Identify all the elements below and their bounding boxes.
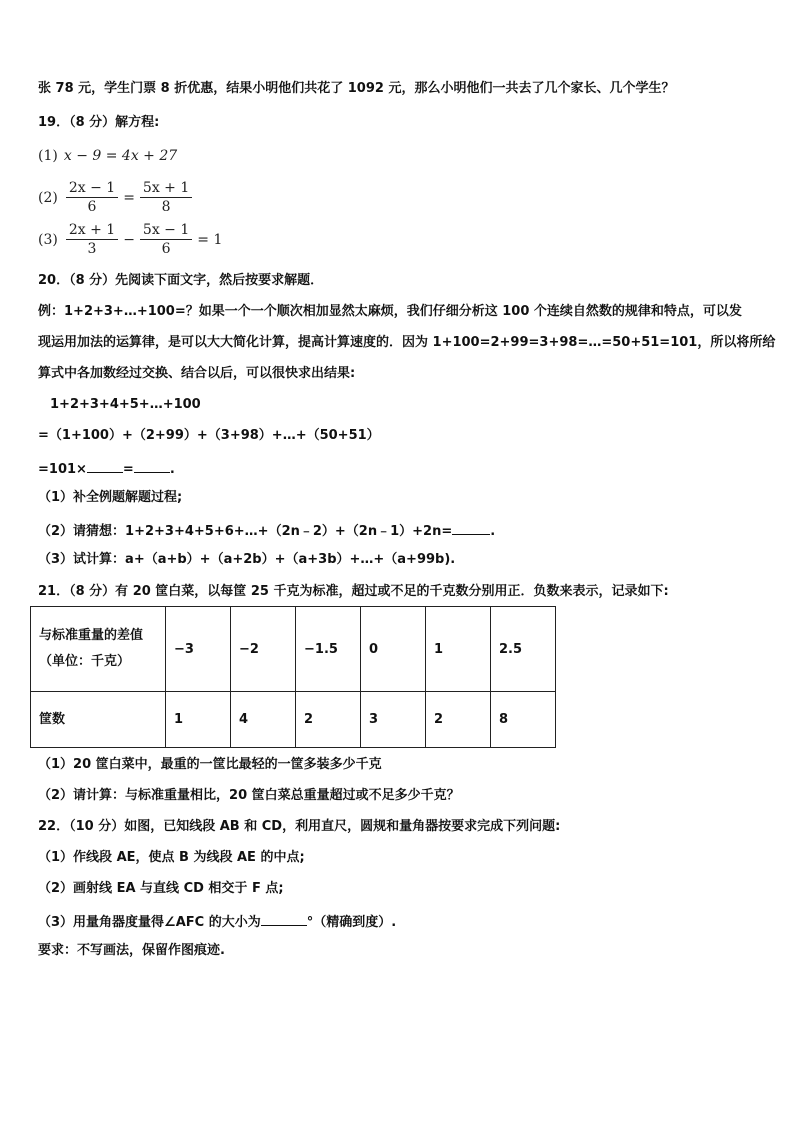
problem-20-paragraph-3: 算式中各加数经过交换、结合以后，可以很快求出结果: [38,366,356,381]
table-row [31,692,556,748]
equation-3-number: (3) [38,231,58,248]
equation-3-first-fraction [66,222,118,257]
problem-20-title: 20．（8 分）先阅读下面文字，然后按要求解题． [38,273,324,288]
problem-21-title: 21．（8 分）有 20 筐白菜，以每筐 25 千克为标准，超过或不足的千克数分别用正．负数来表示，记录如下: [38,584,669,599]
fraction-numerator: 5x + 1 [140,180,192,198]
fraction-denominator: 3 [87,241,97,257]
fraction-denominator: 8 [161,199,171,215]
problem-22-sub-3 [38,911,396,932]
minus-sign: − [123,231,135,248]
equation-2-right-fraction [140,180,192,215]
answer-blank[interactable] [452,520,490,535]
fraction-numerator: 2x − 1 [66,180,118,198]
fraction-denominator: 6 [161,241,171,257]
sub-3-suffix: °（精确到度）. [306,915,397,930]
problem-20-paragraph-1: 例：1+2+3+…+100=？如果一个一个顺次相加显然太麻烦，我们仔细分析这 100 个连续自然数的规律和特点，可以发 [38,304,742,319]
problem-20-sub-3: （3）试计算：a+（a+b）+（a+2b）+（a+3b）+…+（a+99b). [38,552,456,567]
table-cell: −3 [166,607,231,692]
table-cell: 3 [361,692,426,748]
answer-blank[interactable] [134,458,170,473]
answer-blank[interactable] [261,911,307,926]
table-cell: −2 [231,607,296,692]
fraction-denominator: 6 [87,199,97,215]
problem-20-sub-2 [38,520,495,541]
header-line-1: 与标准重量的差值 [39,628,144,643]
problem-19-title: 19．（8 分）解方程: [38,115,160,130]
calculation-line-2: =（1+100）+（2+99）+（3+98）+…+（50+51） [38,428,380,443]
table-header-cell [31,607,166,692]
fraction-numerator: 2x + 1 [66,222,118,240]
equation-3 [38,222,225,257]
calc-prefix: =101× [38,462,87,477]
equation-2-left-fraction [66,180,118,215]
weight-difference-table [30,606,556,748]
calculation-line-3 [38,458,175,479]
equation-1-number: (1) [38,148,58,164]
header-line-2: （单位：千克） [39,654,131,669]
table-cell: 1 [426,607,491,692]
problem-20-sub-1: （1）补全例题解题过程; [38,490,183,505]
equation-2-number: (2) [38,189,58,206]
sub-3-text: （3）用量角器度量得∠AFC 的大小为 [38,915,261,930]
calc-equals: = [122,462,134,477]
equation-3-second-fraction [140,222,192,257]
calculation-line-1: 1+2+3+4+5+…+100 [50,397,201,412]
problem-22-title: 22．（10 分）如图，已知线段 AB 和 CD，利用直尺，圆规和量角器按要求完成下列问题: [38,819,561,834]
table-cell: 2 [426,692,491,748]
fraction-numerator: 5x − 1 [140,222,192,240]
problem-22-sub-2: （2）画射线 EA 与直线 CD 相交于 F 点; [38,881,284,896]
sub-2-period: . [490,524,496,539]
equals-sign: = [123,189,135,206]
problem-21-sub-2: （2）请计算：与标准重量相比，20 筐白菜总重量超过或不足多少千克？ [38,788,460,803]
answer-blank[interactable] [87,458,123,473]
table-cell: 4 [231,692,296,748]
table-cell: 1 [166,692,231,748]
table-header-cell: 筐数 [31,692,166,748]
table-cell: 8 [491,692,556,748]
table-cell: 2 [296,692,361,748]
sub-2-text: （2）请猜想：1+2+3+4+5+6+…+（2n﹣2）+（2n﹣1）+2n= [38,524,453,539]
table-cell: 0 [361,607,426,692]
table-cell: −1.5 [296,607,361,692]
equation-2 [38,180,194,215]
equation-1-body: x − 9 = 4x + 27 [63,148,178,164]
problem-18-continuation: 张 78 元，学生门票 8 折优惠，结果小明他们共花了 1092 元，那么小明他们一共去了几个家长、几个学生？ [38,81,675,96]
problem-21-sub-1: （1）20 筐白菜中，最重的一筐比最轻的一筐多装多少千克 [38,757,382,772]
equation-1 [38,148,177,164]
problem-22-sub-1: （1）作线段 AE，使点 B 为线段 AE 的中点; [38,850,305,865]
calc-period: . [169,462,175,477]
problem-20-paragraph-2: 现运用加法的运算律，是可以大大简化计算，提高计算速度的．因为 1+100=2+99=3+98=…=50+51=101，所以将所给 [38,335,776,350]
equation-3-rhs: = 1 [197,231,223,248]
table-cell: 2.5 [491,607,556,692]
table-row [31,607,556,692]
problem-22-note: 要求：不写画法，保留作图痕迹. [38,943,225,958]
